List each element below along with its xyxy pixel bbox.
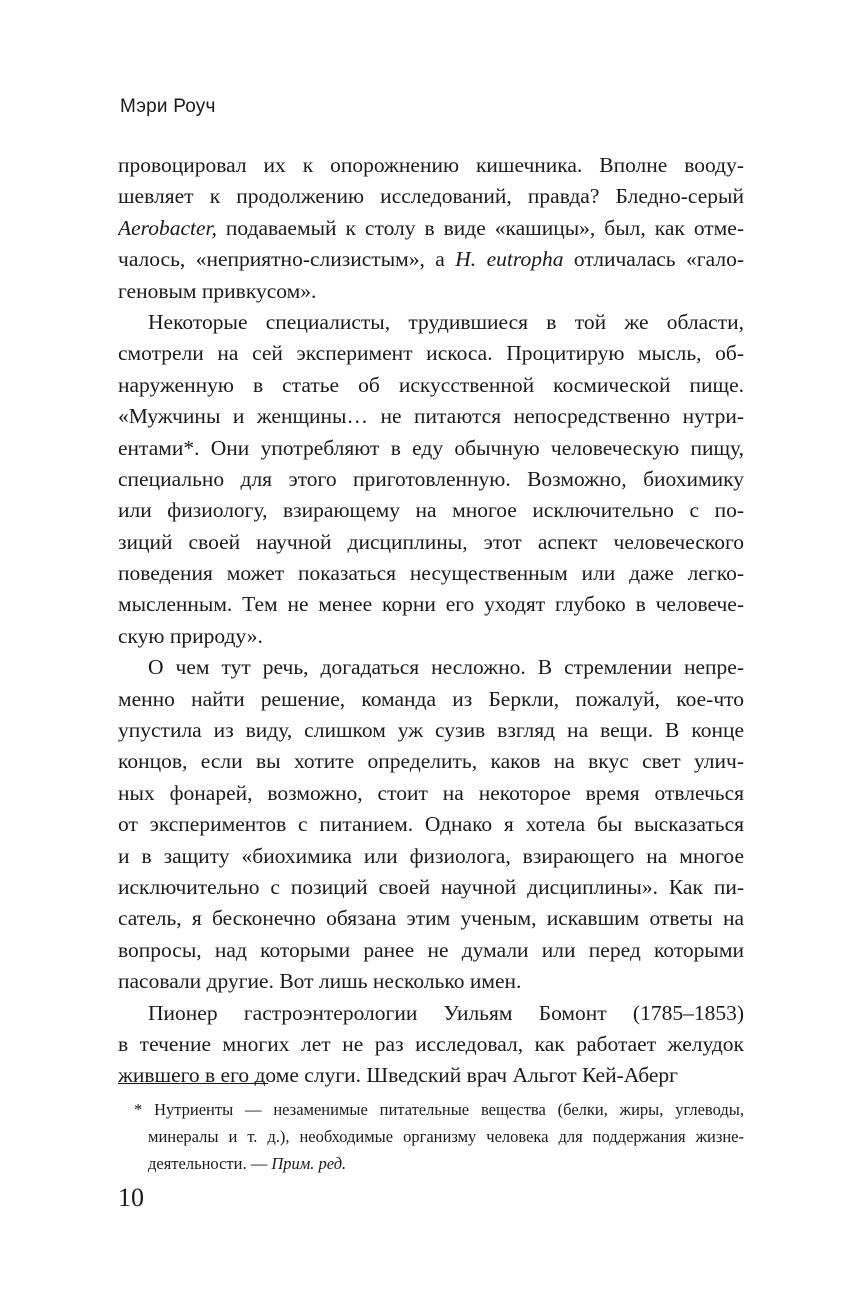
text-line: ных фонарей, возможно, стоит на некоторое время отвлечься — [118, 780, 744, 805]
text-line: и в защиту «биохимика или физиолога, взирающего на многое — [118, 843, 744, 868]
text-line: вопросы, над которыми ранее не думали или перед которыми — [118, 937, 744, 962]
text-line: Пионер гастроэнтерологии Уильям Бомонт (1785–1853) — [148, 1000, 744, 1025]
text-line: чалось, «неприятно-слизистым», а H. eutropha отличалась «гало- — [118, 247, 744, 272]
italic-term: Aerobacter, — [118, 215, 217, 240]
text-line: или физиологу, взирающему на многое исключительно с по- — [118, 498, 744, 523]
text-line: Некоторые специалисты, трудившиеся в той же области, — [148, 309, 744, 334]
paragraph — [118, 652, 744, 997]
paragraph — [118, 998, 744, 1092]
text-line: пасовали другие. Вот лишь несколько имен. — [118, 969, 522, 994]
text-line: поведения может показаться несущественным или даже легко- — [118, 561, 744, 586]
paragraph — [118, 307, 744, 652]
text-line: мысленным. Тем не менее корни его уходят глубоко в человече- — [118, 592, 744, 617]
text-line: концов, если вы хотите определить, каков на вкус свет улич- — [118, 749, 744, 774]
italic-term: H. eutropha — [455, 247, 564, 272]
text-line: провоцировал их к опорожнению кишечника. Вполне вооду- — [118, 153, 744, 177]
text-line: упустила из виду, слишком уж сузив взгляд на вещи. В конце — [118, 718, 744, 743]
text-line: зиций своей научной дисциплины, этот аспект человеческого — [118, 529, 744, 554]
paragraph — [118, 150, 744, 307]
text-line: сатель, я бесконечно обязана этим ученым, искавшим ответы на — [118, 906, 744, 931]
text-line: Aerobacter, подаваемый к столу в виде «кашицы», был, как отме- — [118, 215, 744, 240]
text-line: шевляет к продолжению исследований, правда? Бледно-серый — [118, 184, 744, 209]
text-line: ентами*. Они употребляют в еду обычную человеческую пищу, — [118, 435, 744, 460]
text-line: наруженную в статье об искусственной космической пище. — [118, 372, 744, 397]
running-head-author: Мэри Роуч — [120, 96, 216, 117]
page-number: 10 — [118, 1183, 144, 1212]
text-line: геновым привкусом». — [118, 278, 317, 303]
text-line: смотрели на сей эксперимент искоса. Процитирую мысль, об- — [118, 341, 744, 366]
text-line: в течение многих лет не раз исследовал, как работает желудок — [118, 1031, 744, 1056]
footnote — [118, 1096, 744, 1177]
footnote-line: минералы и т. д.), необходимые организму человека для поддержания жизне- — [148, 1127, 744, 1146]
body-text — [118, 150, 744, 1092]
footnote-line: деятельности. — Прим. ред. — [148, 1154, 347, 1173]
text-line: исключительно с позиций своей научной дисциплины». Как пи- — [118, 874, 744, 899]
text-line: менно найти решение, команда из Беркли, пожалуй, кое-что — [118, 686, 744, 711]
text-line: специально для этого приготовленную. Возможно, биохимику — [118, 466, 744, 491]
footnote-divider — [118, 1083, 268, 1084]
text-line: жившего в его доме слуги. Шведский врач Альгот Кей-Аберг — [118, 1063, 678, 1088]
footnote-line: * Нутриенты — незаменимые питательные вещества (белки, жиры, углеводы, — [134, 1100, 744, 1119]
text-line: «Мужчины и женщины… не питаются непосредственно нутри- — [118, 404, 744, 429]
text-line: О чем тут речь, догадаться несложно. В стремлении непре- — [148, 655, 744, 680]
italic-term: Прим. ред. — [271, 1154, 347, 1173]
text-line: от экспериментов с питанием. Однако я хотела бы высказаться — [118, 812, 744, 837]
text-line: скую природу». — [118, 623, 263, 648]
